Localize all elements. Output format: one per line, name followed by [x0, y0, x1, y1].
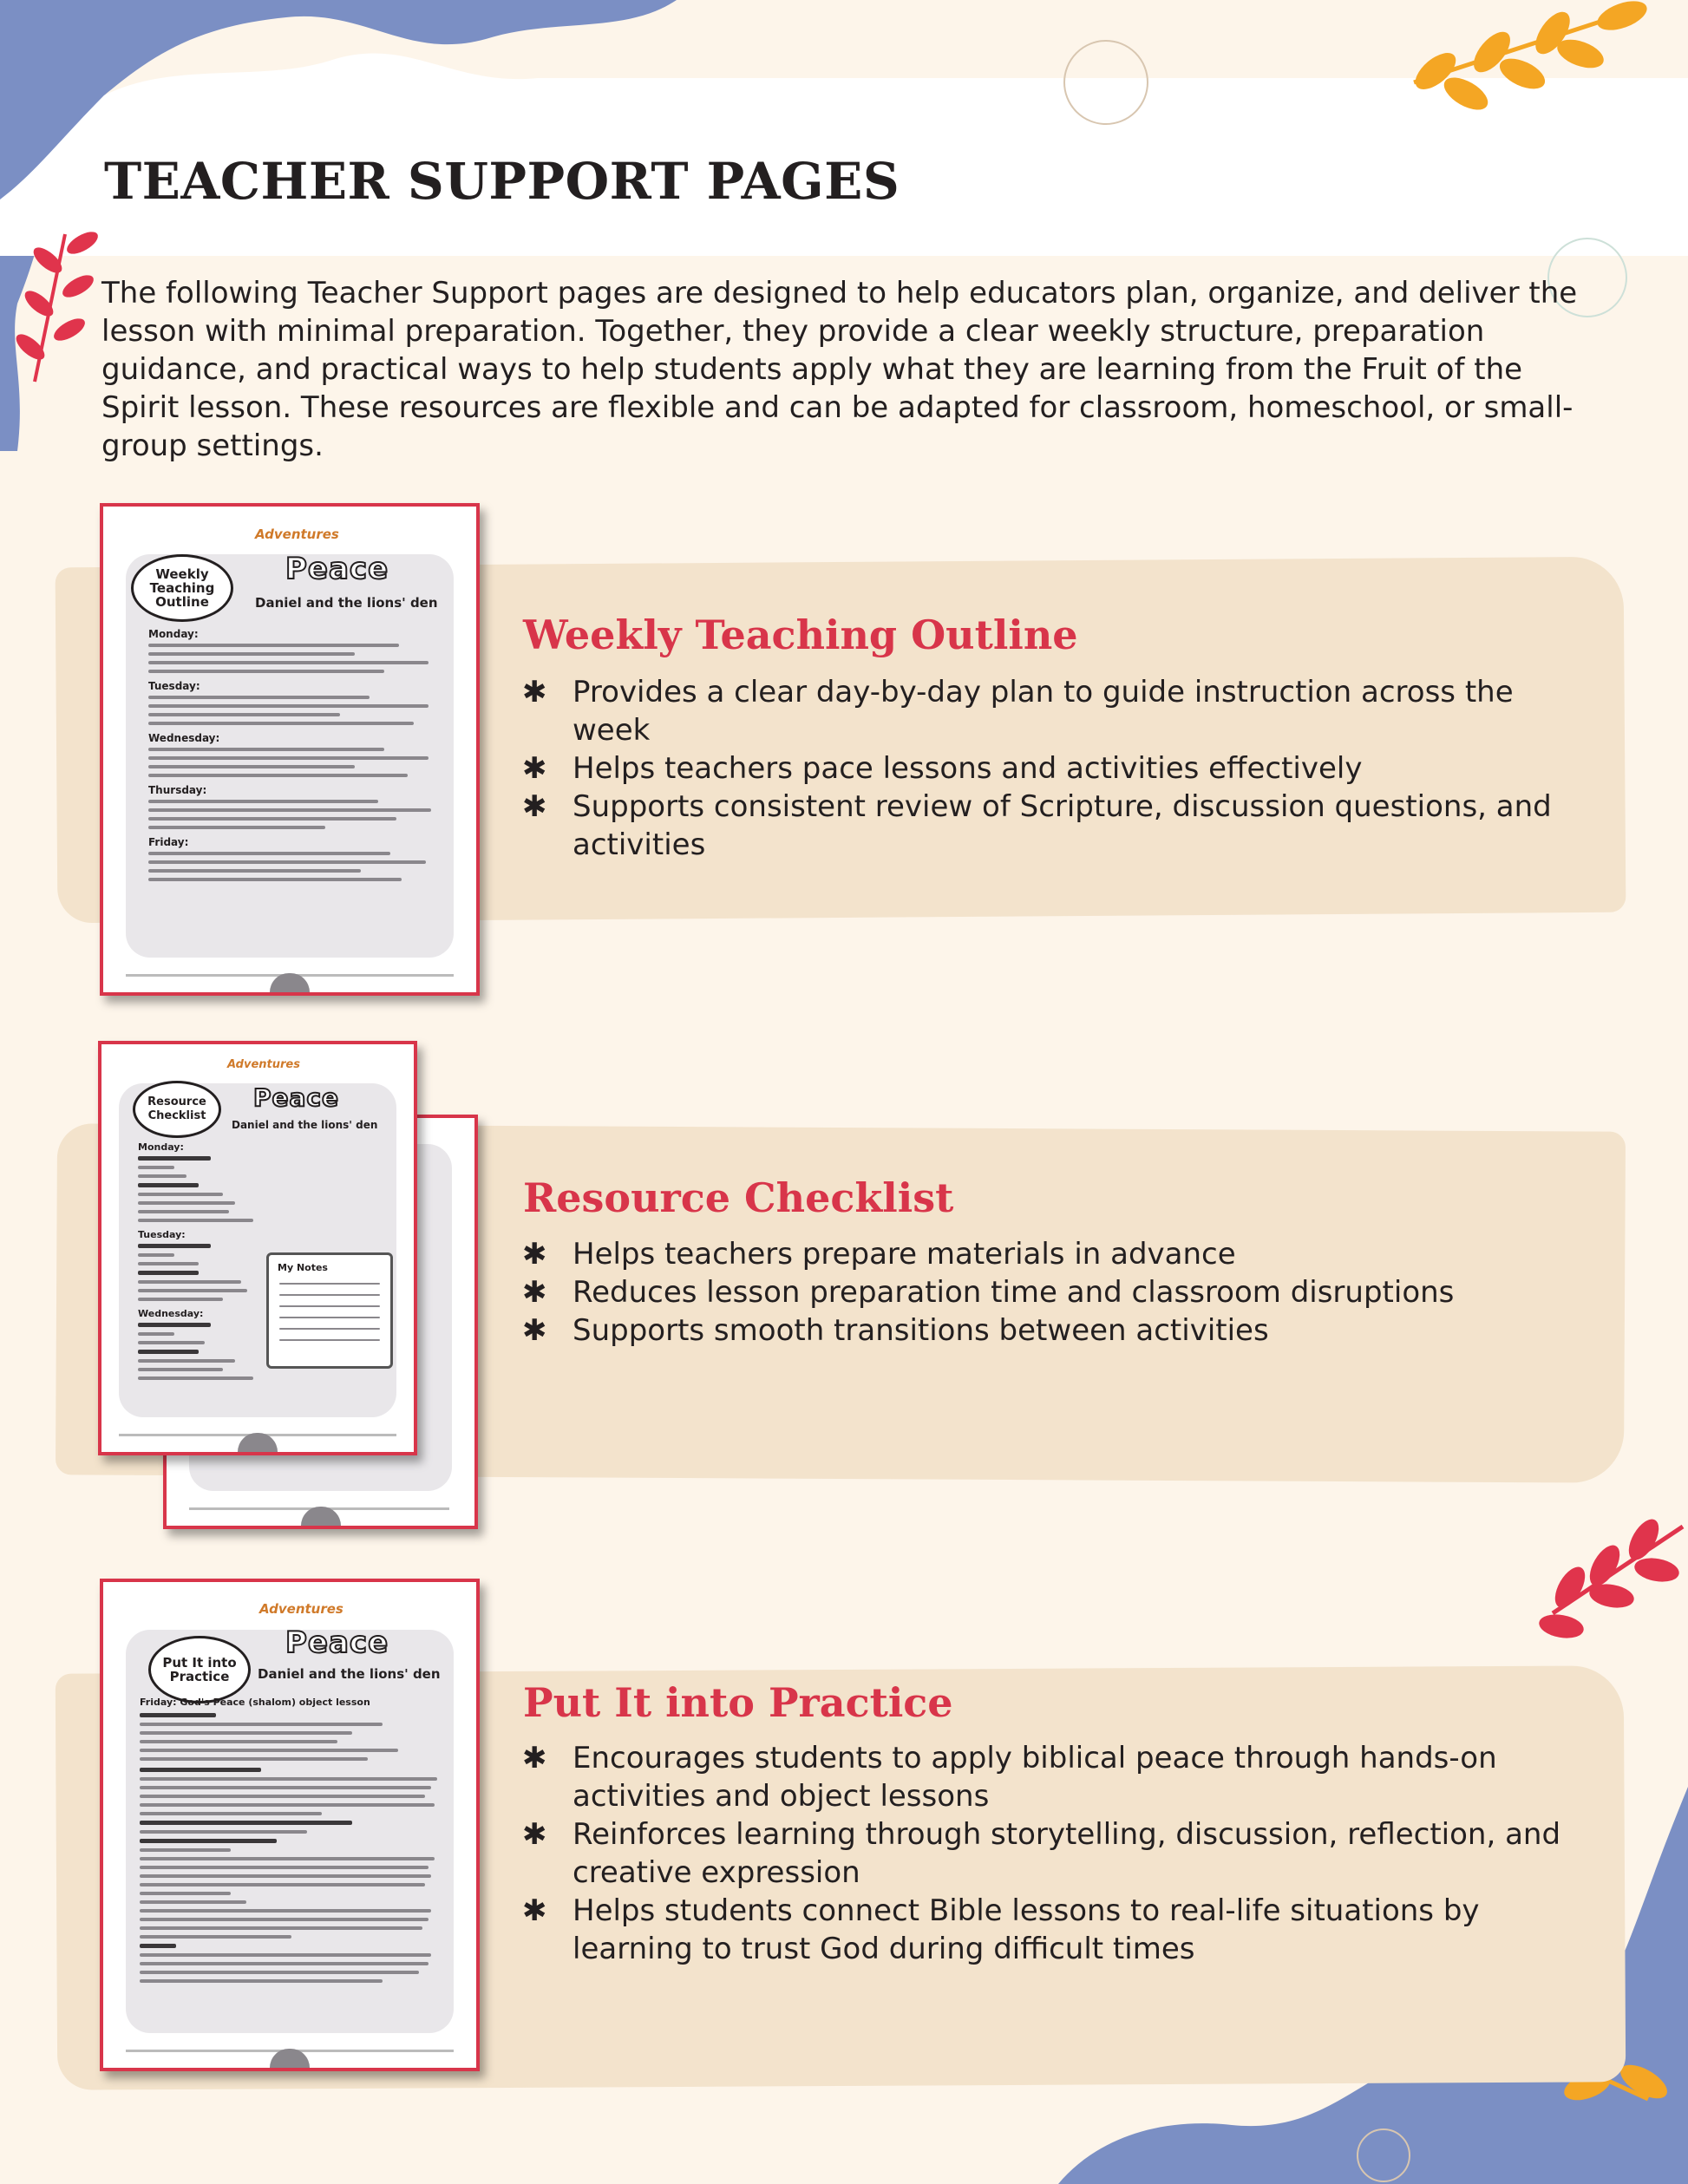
intro-paragraph: The following Teacher Support pages are designed to help educators plan, organize, and deliver the lesson with minimal preparation. Together, they provide a clear weekly structure, preparation guidance, and practical ways to help students apply what they are learning from the Fruit of the Spirit lesson. These resources are flexible and can be adapted for classroom, homeschool, or small-group settings. [101, 276, 1578, 463]
thumb-brand: Adventures [259, 1601, 343, 1617]
thumb-bubble: Weekly Teaching Outline [131, 554, 233, 622]
bullet-item: ✱ Supports smooth transitions between activities [522, 1313, 1269, 1348]
thumb-day: Wednesday: [138, 1308, 204, 1319]
bullet-item: ✱ Reinforces learning through storytelling, discussion, reflection, and creative expression [522, 1817, 1561, 1890]
thumbnail-resource-checklist [98, 1041, 417, 1455]
section-title-resource-checklist: Resource Checklist [523, 1174, 954, 1221]
asterisk-icon: ✱ [522, 1313, 547, 1348]
thumb-brand: Adventures [255, 526, 339, 542]
bullet-item: ✱ Reduces lesson preparation time and classroom disruptions [522, 1275, 1455, 1310]
thumb-heading: Peace [253, 1083, 339, 1112]
thumb-heading: Peace [285, 1625, 389, 1660]
thumb-notes-label: My Notes [278, 1262, 328, 1273]
asterisk-icon: ✱ [522, 1817, 547, 1852]
asterisk-icon: ✱ [522, 751, 547, 786]
asterisk-icon: ✱ [522, 675, 547, 709]
thumb-lesson-lines [140, 1697, 443, 1988]
section-title-put-it-into-practice: Put It into Practice [523, 1679, 953, 1726]
bullet-item: ✱ Helps students connect Bible lessons to real-life situations by learning to trust God during difficult times [522, 1893, 1480, 1966]
bullet-item: ✱ Helps teachers pace lessons and activities effectively [522, 751, 1363, 786]
bullet-item: ✱ Supports consistent review of Scripture, discussion questions, and activities [522, 789, 1552, 862]
asterisk-icon: ✱ [522, 1237, 547, 1272]
thumb-day: Monday: [138, 1141, 184, 1153]
thumb-subheading: Daniel and the lions' den [232, 1119, 378, 1131]
bullet-item: ✱ Provides a clear day-by-day plan to guide instruction across the week [522, 675, 1514, 748]
bullets-weekly-teaching-outline [520, 673, 1596, 864]
bullets-put-it-into-practice [520, 1739, 1596, 1968]
thumbnail-weekly-teaching-outline [100, 503, 480, 996]
thumb-bubble: Put It into Practice [148, 1636, 251, 1703]
section-title-weekly-teaching-outline: Weekly Teaching Outline [523, 611, 1078, 658]
asterisk-icon: ✱ [522, 1275, 547, 1310]
thumb-day: Thursday: [148, 784, 207, 796]
asterisk-icon: ✱ [522, 1741, 547, 1775]
page-title: TEACHER SUPPORT PAGES [104, 152, 900, 211]
thumb-checklist-lines [138, 1141, 259, 1385]
bullet-item: ✱ Encourages students to apply biblical peace through hands-on activities and object lessons [522, 1741, 1497, 1814]
asterisk-icon: ✱ [522, 789, 547, 824]
thumb-day: Monday: [148, 628, 199, 640]
asterisk-icon: ✱ [522, 1893, 547, 1928]
bullets-resource-checklist [520, 1235, 1596, 1350]
bullet-item: ✱ Helps teachers prepare materials in advance [522, 1237, 1236, 1272]
thumb-day: Tuesday: [138, 1229, 186, 1240]
thumb-subheading: Daniel and the lions' den [255, 595, 438, 611]
thumb-bubble: Resource Checklist [133, 1081, 221, 1138]
thumb-subheading: Daniel and the lions' den [258, 1666, 441, 1682]
thumbnail-put-it-into-practice [100, 1579, 480, 2071]
thumb-day: Wednesday: [148, 732, 220, 744]
thumb-notes-box [266, 1252, 393, 1369]
thumb-day: Friday: [148, 836, 189, 848]
thumb-brand: Adventures [227, 1058, 300, 1071]
red-leaves-right [1537, 1514, 1683, 1641]
thumb-lesson-title: Friday: God's Peace (shalom) object lesson [140, 1697, 370, 1708]
thumb-day: Tuesday: [148, 680, 200, 692]
thumb-schedule-lines [148, 628, 443, 886]
thumb-heading: Peace [285, 552, 389, 586]
